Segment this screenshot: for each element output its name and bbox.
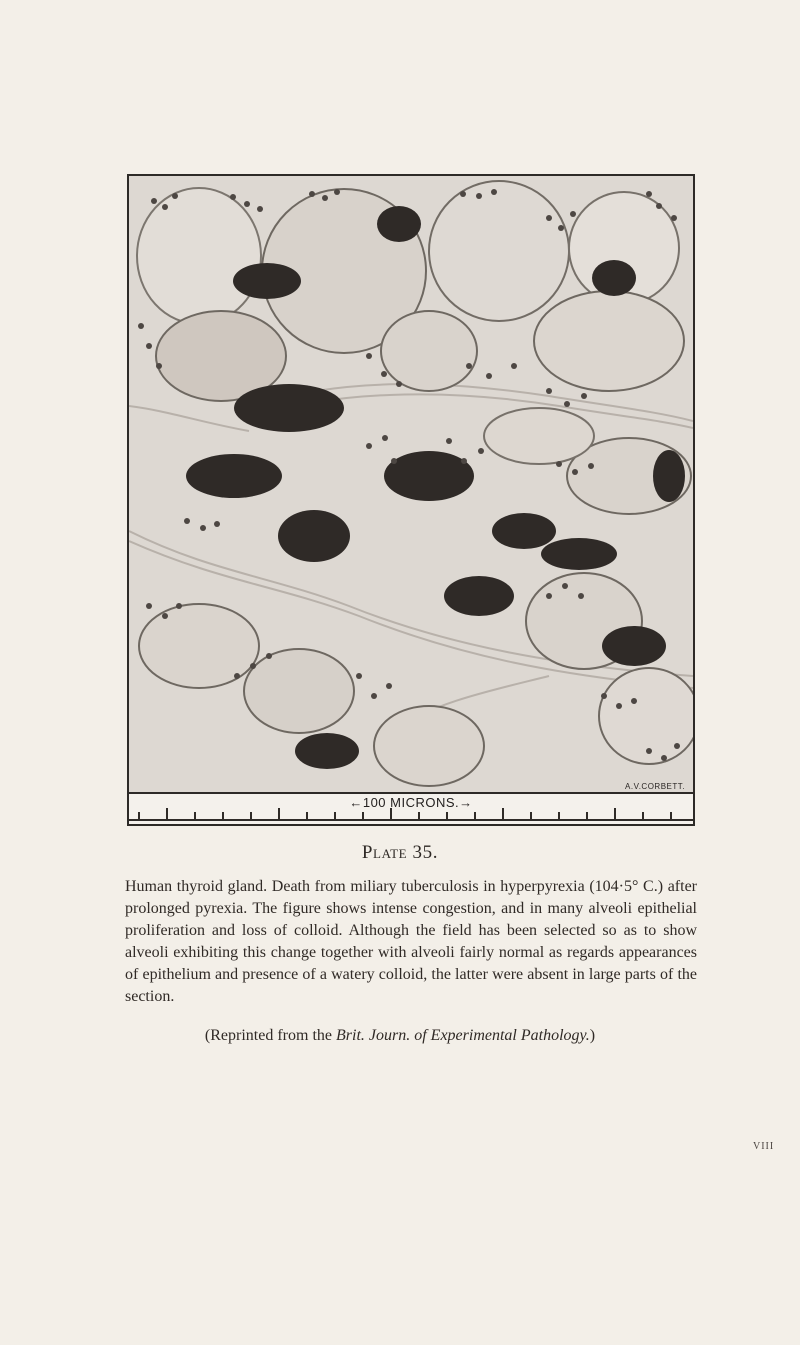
journal-name: Brit. Journ. of Experimental Pathology. (336, 1027, 590, 1044)
reprint-note (0, 1027, 800, 1045)
caption-text: Human thyroid gland. Death from miliary tuberculosis in hyperpyrexia (104·5° C.) after prolonged pyrexia. The figure shows intense congestion, and in many alveoli epithelial proliferation and loss of colloid. Although the field has been selected so as to show alveoli exhibiting this change together with alveoli fairly normal as regards appearances of epithelium and presence of a watery colloid, the latter were absent in large parts of the section. (125, 878, 697, 1005)
artist-signature: A.V.CORBETT. (625, 782, 685, 791)
thyroid-micrograph-illustration (129, 176, 693, 796)
reprint-prefix: (Reprinted from the (204, 1027, 336, 1044)
plate-title: Plate 35. (361, 842, 439, 863)
reprint-suffix: ) (589, 1027, 596, 1044)
plate-figure (127, 174, 695, 826)
scale-bar (129, 792, 693, 824)
page-mark: VIII (753, 1141, 775, 1152)
scale-label: ←100 MICRONS.→ (349, 795, 473, 810)
